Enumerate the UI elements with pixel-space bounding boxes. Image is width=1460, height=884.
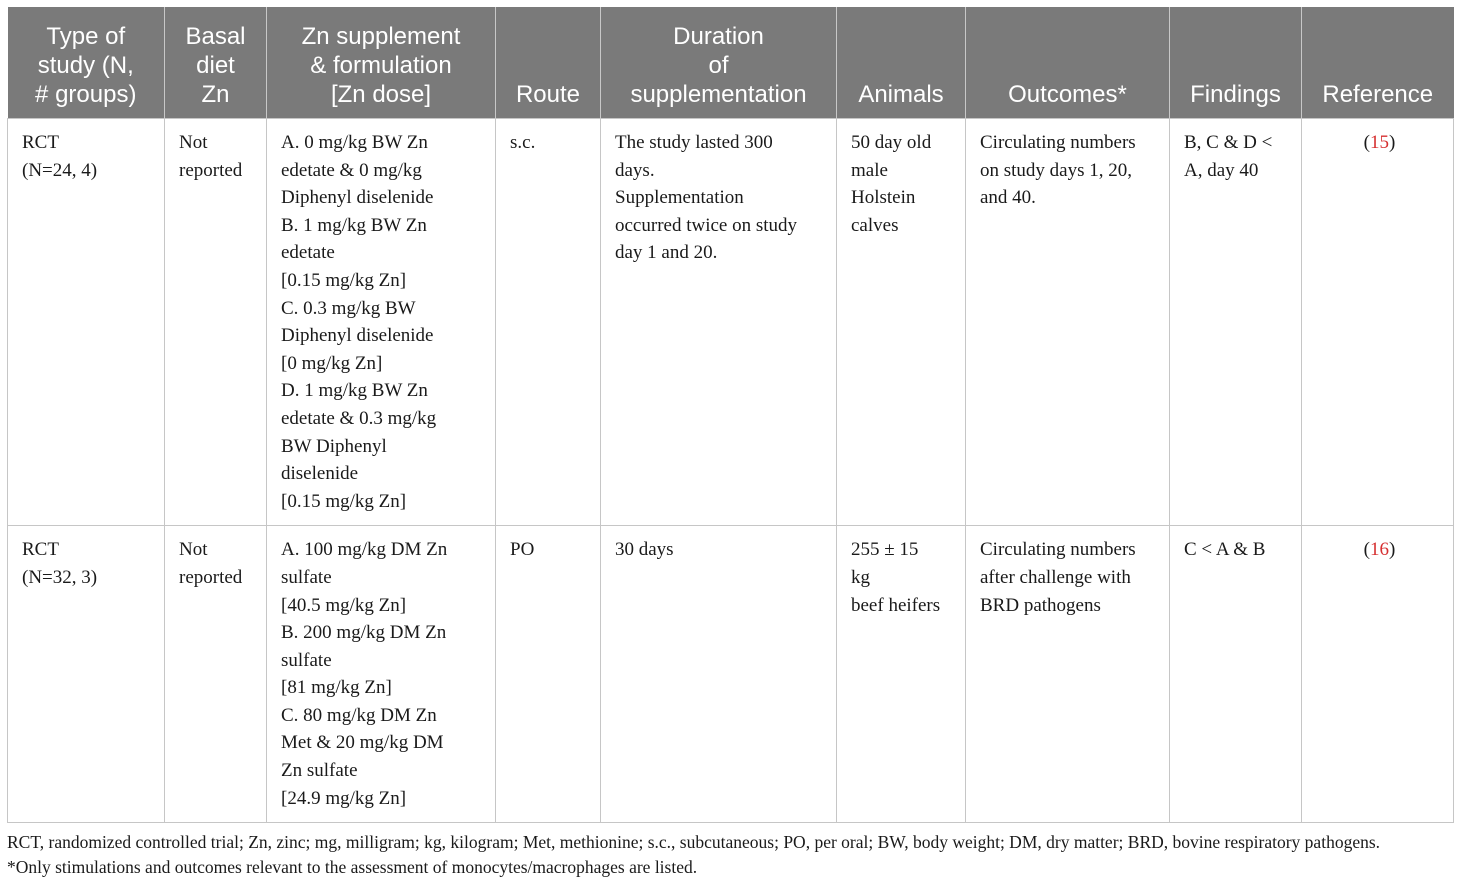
text-line: (N=24, 4) [22,159,98,181]
cell-supplement [267,119,496,526]
text-line: (N=32, 3) [22,566,98,588]
text-line: days. [615,159,655,181]
cell-basal [165,119,267,526]
table-footnotes [7,830,1457,880]
text-line: B. 200 mg/kg DM Zn [281,622,447,644]
header-animals [837,7,966,119]
header-duration [601,7,837,119]
text-line: [24.9 mg/kg Zn] [281,787,407,809]
text-line: sulfate [281,566,332,588]
text-line: [40.5 mg/kg Zn] [281,594,407,616]
text-line: Not [179,539,208,561]
text-line: beef heifers [851,594,941,616]
header-route [496,7,601,119]
text-line: after challenge with [980,566,1131,588]
text-line: Outcomes* [1008,81,1127,108]
text-line: BW Diphenyl [281,435,387,457]
footnote-abbreviations: RCT, randomized controlled trial; Zn, zinc; mg, milligram; kg, kilogram; Met, methionine; s.c., subcutaneous; PO, per oral; BW, body weight; DM, dry matter; BRD, bovine respiratory pathogens. [7,832,1381,852]
reference-link[interactable]: 15 [1370,132,1389,153]
cell-type [8,119,165,526]
cell-reference: (16) [1302,526,1454,823]
text-line: # groups) [35,81,137,108]
text-line: diselenide [281,463,359,485]
text-line: 255 ± 15 [851,539,919,561]
header-zn-supplement [267,7,496,119]
text-line: PO [510,539,535,561]
text-line: Holstein [851,187,916,209]
cell-duration [601,526,837,823]
header-findings [1170,7,1302,119]
text-line: diet [196,52,235,79]
text-line: 30 days [615,539,674,561]
text-line: edetate [281,242,335,264]
cell-findings [1170,119,1302,526]
text-line: edetate & 0 mg/kg [281,159,422,181]
cell-outcomes [966,119,1170,526]
text-line: A. 100 mg/kg DM Zn [281,539,448,561]
text-line: Route [515,81,581,108]
text-line: Zn supplement [301,23,461,50]
text-line: Diphenyl diselenide [281,325,434,347]
text-line: Zn sulfate [281,760,358,782]
table-row [8,119,1454,526]
cell-animals [837,119,966,526]
text-line: calves [851,214,899,236]
text-line: Circulating numbers [980,539,1136,561]
text-line: A, day 40 [1184,159,1259,181]
text-line: sulfate [281,649,332,671]
text-line: reported [179,159,243,181]
text-line: edetate & 0.3 mg/kg [281,407,437,429]
text-line: C. 0.3 mg/kg BW [281,297,416,319]
header-reference [1302,7,1454,119]
text-line: The study lasted 300 [615,132,773,153]
text-line: Met & 20 mg/kg DM [281,732,444,754]
cell-route [496,526,601,823]
text-line: and 40. [980,187,1036,209]
text-line: Animals [858,81,944,108]
text-line: Basal [185,23,246,50]
cell-duration [601,119,837,526]
text-line: A. 0 mg/kg BW Zn [281,132,428,153]
footnote-asterisk: *Only stimulations and outcomes relevant to the assessment of monocytes/macrophages are listed. [7,857,698,877]
reference-link[interactable]: 16 [1370,539,1389,561]
text-line: 50 day old [851,132,932,153]
text-line: male [851,159,888,181]
cell-route [496,119,601,526]
text-line: BRD pathogens [980,594,1101,616]
header-basal-diet-zn [165,7,267,119]
text-line: B. 1 mg/kg BW Zn [281,214,427,236]
text-line: s.c. [510,132,536,153]
text-line: [0.15 mg/kg Zn] [281,490,407,512]
study-table [7,7,1454,823]
text-line: [Zn dose] [330,81,432,108]
text-line: kg [851,566,870,588]
text-line: Type of [46,23,126,50]
text-line: C. 80 mg/kg DM Zn [281,704,437,726]
text-line: of [708,52,729,79]
text-line: occurred twice on study [615,214,798,236]
text-line: Supplementation [615,187,744,209]
text-line: Circulating numbers [980,132,1136,153]
text-line: & formulation [310,52,452,79]
text-line: D. 1 mg/kg BW Zn [281,380,428,402]
text-line: [81 mg/kg Zn] [281,677,392,699]
cell-type [8,526,165,823]
header-row [8,7,1454,119]
cell-supplement [267,526,496,823]
text-line: Duration [673,23,764,50]
header-outcomes [966,7,1170,119]
cell-basal [165,526,267,823]
text-line: study (N, [37,52,134,79]
text-line: RCT [22,132,59,153]
text-line: on study days 1, 20, [980,159,1132,181]
header-type-of-study [8,7,165,119]
text-line: C < A & B [1184,539,1266,561]
text-line: Findings [1190,81,1281,108]
text-line: reported [179,566,243,588]
text-line: [0 mg/kg Zn] [281,352,383,374]
text-line: supplementation [630,81,807,108]
text-line: [0.15 mg/kg Zn] [281,269,407,291]
text-line: day 1 and 20. [615,242,718,264]
text-line: Not [179,132,208,153]
cell-outcomes [966,526,1170,823]
text-line: Reference [1322,81,1434,108]
cell-findings [1170,526,1302,823]
cell-reference: (15) [1302,119,1454,526]
text-line: RCT [22,539,59,561]
text-line: B, C & D < [1184,132,1273,153]
text-line: Zn [201,81,230,108]
text-line: Diphenyl diselenide [281,187,434,209]
cell-animals [837,526,966,823]
table-row [8,526,1454,823]
